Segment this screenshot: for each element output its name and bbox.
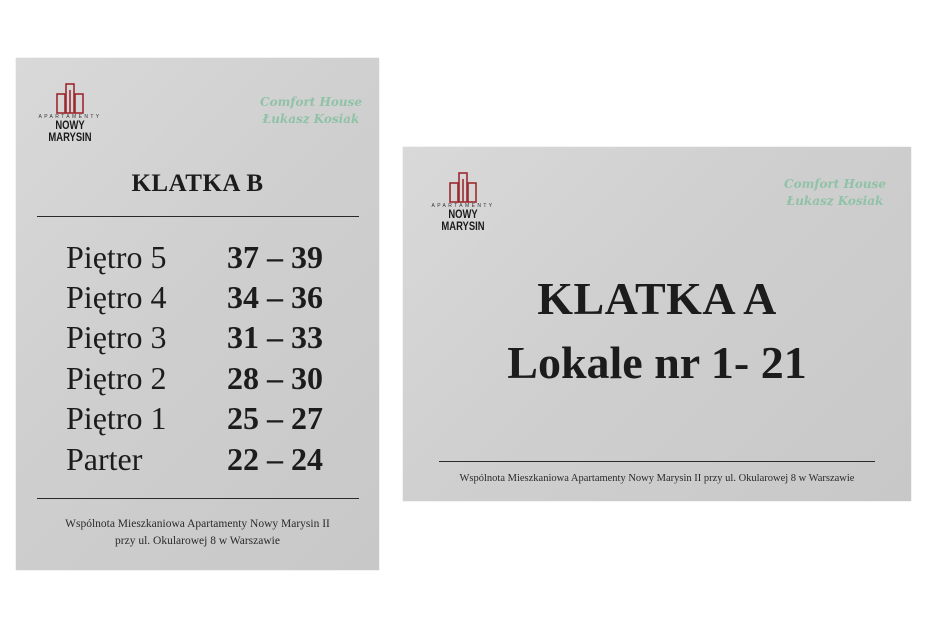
floor-range: 28 – 30 [227,360,323,396]
floor-name: Piętro 5 [66,239,167,275]
nowy-marysin-logo [34,82,106,144]
floor-name: Piętro 3 [66,319,167,355]
comfort-house-brand [252,94,370,128]
floor-range: 34 – 36 [227,279,323,315]
floor-name: Parter [66,441,143,477]
footer-line1: Wspólnota Mieszkaniowa Apartamenty Nowy Marysin II [65,518,330,530]
brand-line2: Łukasz Kosiak [262,112,360,126]
floor-row [16,237,379,277]
comfort-house-brand [776,176,894,210]
sign-b-footer [16,516,379,550]
footer-line2: przy ul. Okularowej 8 w Warszawie [115,535,280,547]
sign-a-title: KLATKA A [537,273,777,324]
floor-row [16,398,379,438]
logo-top-text: APARTAMENTY [38,114,102,120]
floor-row [16,358,379,398]
floor-name: Piętro 4 [66,279,167,315]
sign-klatka-b [16,58,379,570]
floor-name: Piętro 1 [66,400,167,436]
divider [439,461,875,462]
floor-range: 31 – 33 [227,319,323,355]
floor-row [16,317,379,357]
brand-line1: Comfort House [784,177,886,191]
floor-range: 25 – 27 [227,400,323,436]
logo-name: NOWY MARYSIN [48,120,92,144]
sign-b-title: KLATKA B [131,170,264,197]
buildings-logo-icon [55,82,85,114]
floor-row [16,277,379,317]
buildings-logo-icon [448,171,478,203]
floor-name: Piętro 2 [66,360,167,396]
divider-top [37,216,359,217]
divider-bottom [37,498,359,499]
floor-range: 22 – 24 [227,441,323,477]
floor-row [16,439,379,479]
nowy-marysin-logo [427,171,499,233]
floor-range: 37 – 39 [227,239,323,275]
brand-line2: Łukasz Kosiak [786,194,884,208]
brand-line1: Comfort House [260,95,362,109]
sign-a-subtitle: Lokale nr 1- 21 [507,337,807,388]
logo-top-text: APARTAMENTY [431,203,495,209]
sign-klatka-a [403,147,911,501]
logo-name: NOWY MARYSIN [441,209,485,233]
sign-a-footer: Wspólnota Mieszkaniowa Apartamenty Nowy Marysin II przy ul. Okularowej 8 w Warszawie [459,473,855,484]
